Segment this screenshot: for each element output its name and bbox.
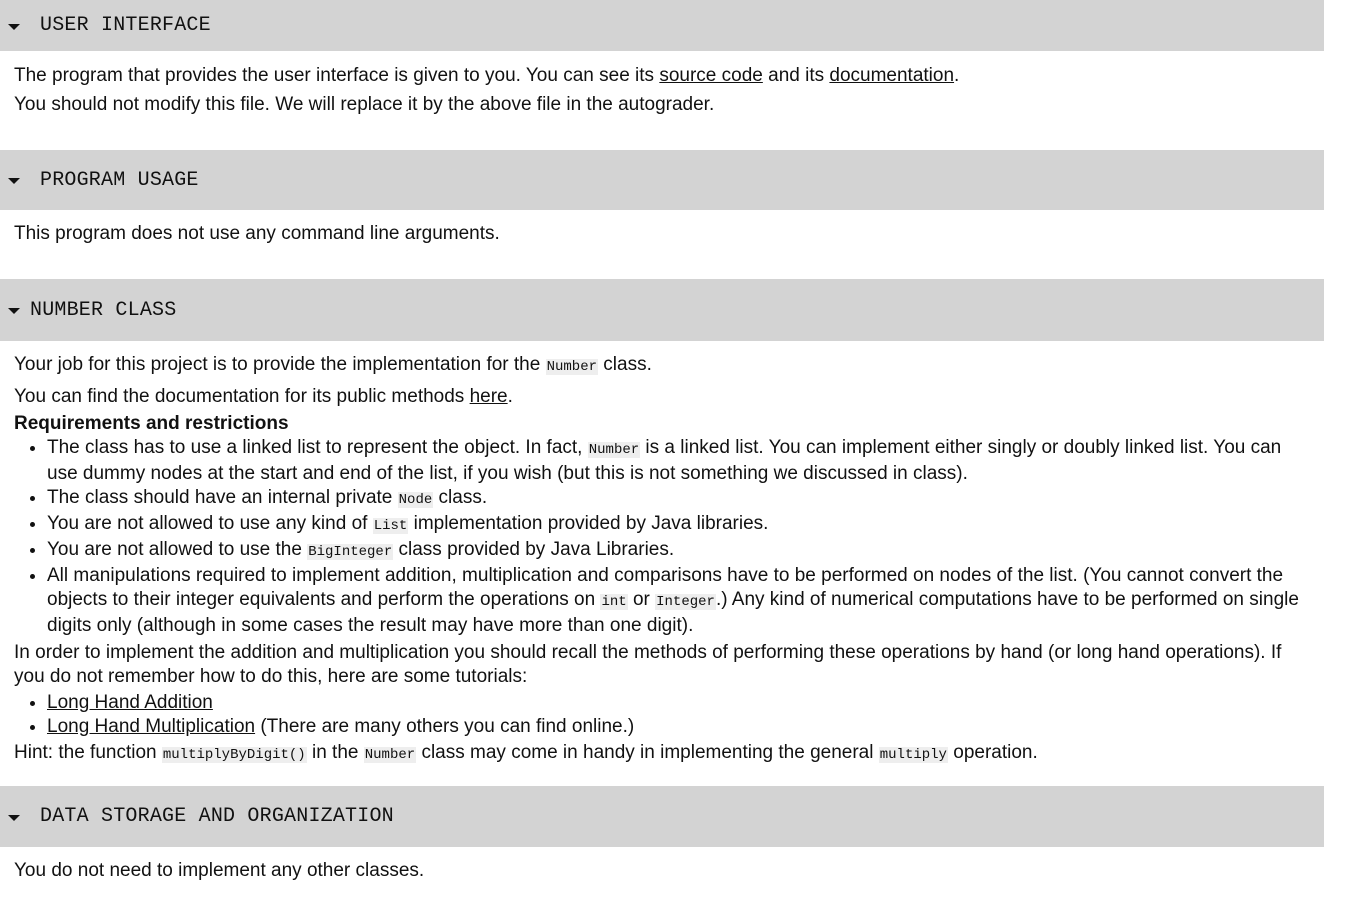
list-item — [47, 715, 1306, 739]
code-number: Number — [364, 747, 416, 763]
text: You are not allowed to use any kind of — [47, 513, 373, 534]
section-title: DATA STORAGE AND ORGANIZATION — [40, 805, 394, 828]
paragraph: You do not need to implement any other classes. — [14, 860, 425, 881]
paragraph: You should not modify this file. We will replace it by the above file in the autograder. — [14, 94, 715, 115]
section-body-number-class — [0, 341, 1324, 786]
text: The class has to use a linked list to represent the object. In fact, — [47, 437, 588, 458]
requirements-heading: Requirements and restrictions — [14, 413, 289, 434]
long-hand-multiplication-link[interactable]: Long Hand Multiplication — [47, 716, 256, 737]
code-biginteger: BigInteger — [308, 544, 393, 560]
section-user-interface — [0, 0, 1324, 150]
text: Your job for this project is to provide the implementation for the — [14, 354, 546, 375]
text: class. — [598, 354, 652, 375]
text: class. — [433, 487, 488, 508]
section-data-storage — [0, 786, 1324, 885]
text: All manipulations required to implement addition, multiplication and comparisons have to be performed on nodes of the list. (You cannot convert the objects to their integer equivalents and perform the operations on — [47, 565, 1284, 610]
long-hand-addition-link[interactable]: Long Hand Addition — [47, 692, 213, 713]
tutorials-list — [14, 691, 1306, 739]
text: . — [954, 65, 960, 86]
text: class provided by Java Libraries. — [393, 539, 675, 560]
section-header-program-usage[interactable] — [0, 150, 1324, 210]
text: is a linked list. You can implement either singly or doubly linked list. You can use dummy nodes at the start and end of the list, if you wish (but this is not something we discussed in class). — [47, 437, 1282, 484]
section-body-program-usage — [0, 210, 1324, 279]
code-list: List — [373, 518, 408, 534]
paragraph — [14, 350, 1306, 382]
section-title: NUMBER CLASS — [30, 298, 177, 322]
code-multiply: multiply — [879, 747, 947, 763]
documentation-link[interactable]: documentation — [829, 65, 955, 86]
list-item — [47, 564, 1306, 638]
section-header-user-interface[interactable] — [0, 0, 1324, 51]
text: Hint: the function — [14, 742, 162, 763]
code-integer: Integer — [656, 594, 715, 610]
text: The class should have an internal private — [47, 487, 398, 508]
text: You are not allowed to use the — [47, 539, 308, 560]
text: .) Any kind of numerical computations have to be performed on single digits only (although in some cases the result may have more than one digit). — [47, 589, 1299, 636]
caret-down-icon — [8, 308, 20, 314]
list-item — [47, 486, 1306, 512]
section-header-number-class[interactable] — [0, 279, 1324, 341]
text: in the — [306, 742, 364, 763]
section-title: PROGRAM USAGE — [40, 168, 199, 192]
text: (There are many others you can find online.) — [255, 716, 635, 737]
paragraph — [14, 382, 1306, 411]
source-code-link[interactable]: source code — [659, 65, 763, 86]
section-body-user-interface — [0, 51, 1324, 150]
text: or — [627, 589, 656, 610]
code-node: Node — [398, 492, 433, 508]
text: class may come in handy in implementing the general — [416, 742, 879, 763]
hint-paragraph — [14, 739, 1306, 769]
code-number: Number — [588, 442, 640, 458]
code-number: Number — [546, 359, 598, 375]
list-item — [47, 436, 1306, 486]
caret-down-icon — [8, 815, 20, 821]
section-number-class — [0, 279, 1324, 786]
list-item — [47, 512, 1306, 538]
paragraph: This program does not use any command line arguments. — [14, 223, 500, 244]
text: implementation provided by Java libraries. — [408, 513, 769, 534]
here-link[interactable]: here — [469, 386, 508, 407]
text: . — [507, 386, 513, 407]
list-item — [47, 691, 1306, 715]
section-title: USER INTERFACE — [40, 14, 211, 37]
paragraph — [14, 61, 1306, 90]
section-header-data-storage[interactable] — [0, 786, 1324, 847]
code-multiplybydigit: multiplyByDigit() — [162, 747, 306, 763]
requirements-list — [14, 436, 1306, 638]
text: The program that provides the user interface is given to you. You can see its — [14, 65, 660, 86]
section-body-data-storage — [0, 847, 1324, 885]
text: operation. — [947, 742, 1038, 763]
code-int: int — [601, 594, 627, 610]
section-program-usage — [0, 150, 1324, 279]
caret-down-icon — [8, 178, 20, 184]
paragraph: In order to implement the addition and multiplication you should recall the methods of performing these operations by hand (or long hand operations). If you do not remember how to do this, here are some tutorials: — [14, 642, 1282, 687]
text: and its — [762, 65, 830, 86]
caret-down-icon — [8, 24, 20, 30]
text: You can find the documentation for its public methods — [14, 386, 470, 407]
list-item — [47, 538, 1306, 564]
